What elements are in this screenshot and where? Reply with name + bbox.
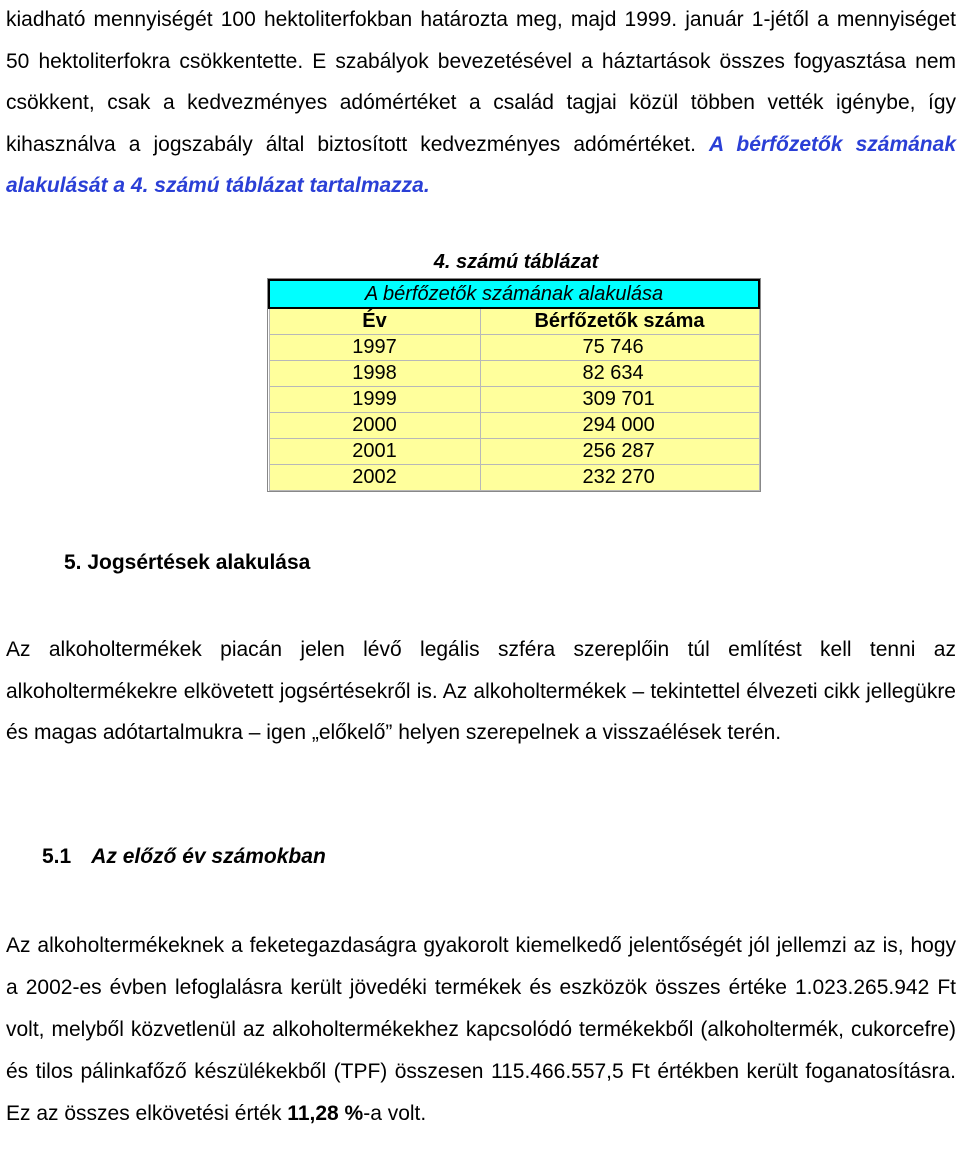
count-cell: 82 634 [480,361,759,387]
percentage-highlight: 11,28 % [287,1102,364,1125]
intro-paragraph [6,0,956,207]
count-cell: 309 701 [480,387,759,413]
column-header-year: Év [269,308,480,335]
column-header-count: Bérfőzetők száma [480,308,759,335]
table-row [269,387,759,413]
year-cell: 2000 [269,413,480,439]
table-row [269,361,759,387]
section-5-1-text-end: -a volt. [363,1102,427,1125]
table-row [269,465,759,491]
section-5-1-paragraph [6,925,956,1135]
table-caption: 4. számú táblázat [433,251,599,273]
count-cell: 75 746 [480,335,759,361]
table-reference: A bérfőzetők számának alakulását a 4. számú táblázat tartalmazza. [6,132,956,197]
year-cell: 1997 [269,335,480,361]
section-5-1-heading [42,845,326,869]
section-5-heading: 5. Jogsértések alakulása [64,551,311,574]
table-body [269,335,759,491]
brewers-table [268,279,760,491]
table-title: A bérfőzetők számának alakulása [269,280,759,308]
count-cell: 232 270 [480,465,759,491]
year-cell: 1999 [269,387,480,413]
year-cell: 2002 [269,465,480,491]
section-5-paragraph: Az alkoholtermékek piacán jelen lévő legális szféra szereplőin túl említést kell tenni az alkoholtermékekre elkövetett jogsértésekről is. Az alkoholtermékek – tekintettel élvezeti cikk jellegükre és magas adótartalmukra – igen „előkelő” helyen szerepelnek a visszaélések terén. [6,638,956,744]
table-row [269,439,759,465]
section-5-1-title: Az előző év számokban [91,845,326,868]
year-cell: 1998 [269,361,480,387]
section-5-1-number: 5.1 [42,845,72,868]
section-5-1-text: Az alkoholtermékeknek a feketegazdaságra gyakorolt kiemelkedő jelentőségét jól jellemzi az is, hogy a 2002-es évben lefoglalásra került jövedéki termékek és eszközök összes értéke 1.023.265.942 Ft volt, melyből közvetlenül az alkoholtermékekhez kapcsolódó termékekből (alkoholtermék, cukorcefre) és tilos pálinkafőző készülékekből (TPF) összesen 115.466.557,5 Ft értékben került foganatosításra. Ez az összes elkövetési érték [6,934,956,1125]
table-row [269,335,759,361]
count-cell: 256 287 [480,439,759,465]
table-row [269,413,759,439]
year-cell: 2001 [269,439,480,465]
count-cell: 294 000 [480,413,759,439]
intro-text: kiadható mennyiségét 100 hektoliterfokban határozta meg, majd 1999. január 1-jétől a mennyiséget 50 hektoliterfokra csökkentette. E szabályok bevezetésével a háztartások összes fogyasztása nem csökkent, csak a kedvezményes adómértéket a család tagjai közül többen vették igénybe, így kihasználva a jogszabály által biztosított kedvezményes adómértéket. [6,8,956,156]
